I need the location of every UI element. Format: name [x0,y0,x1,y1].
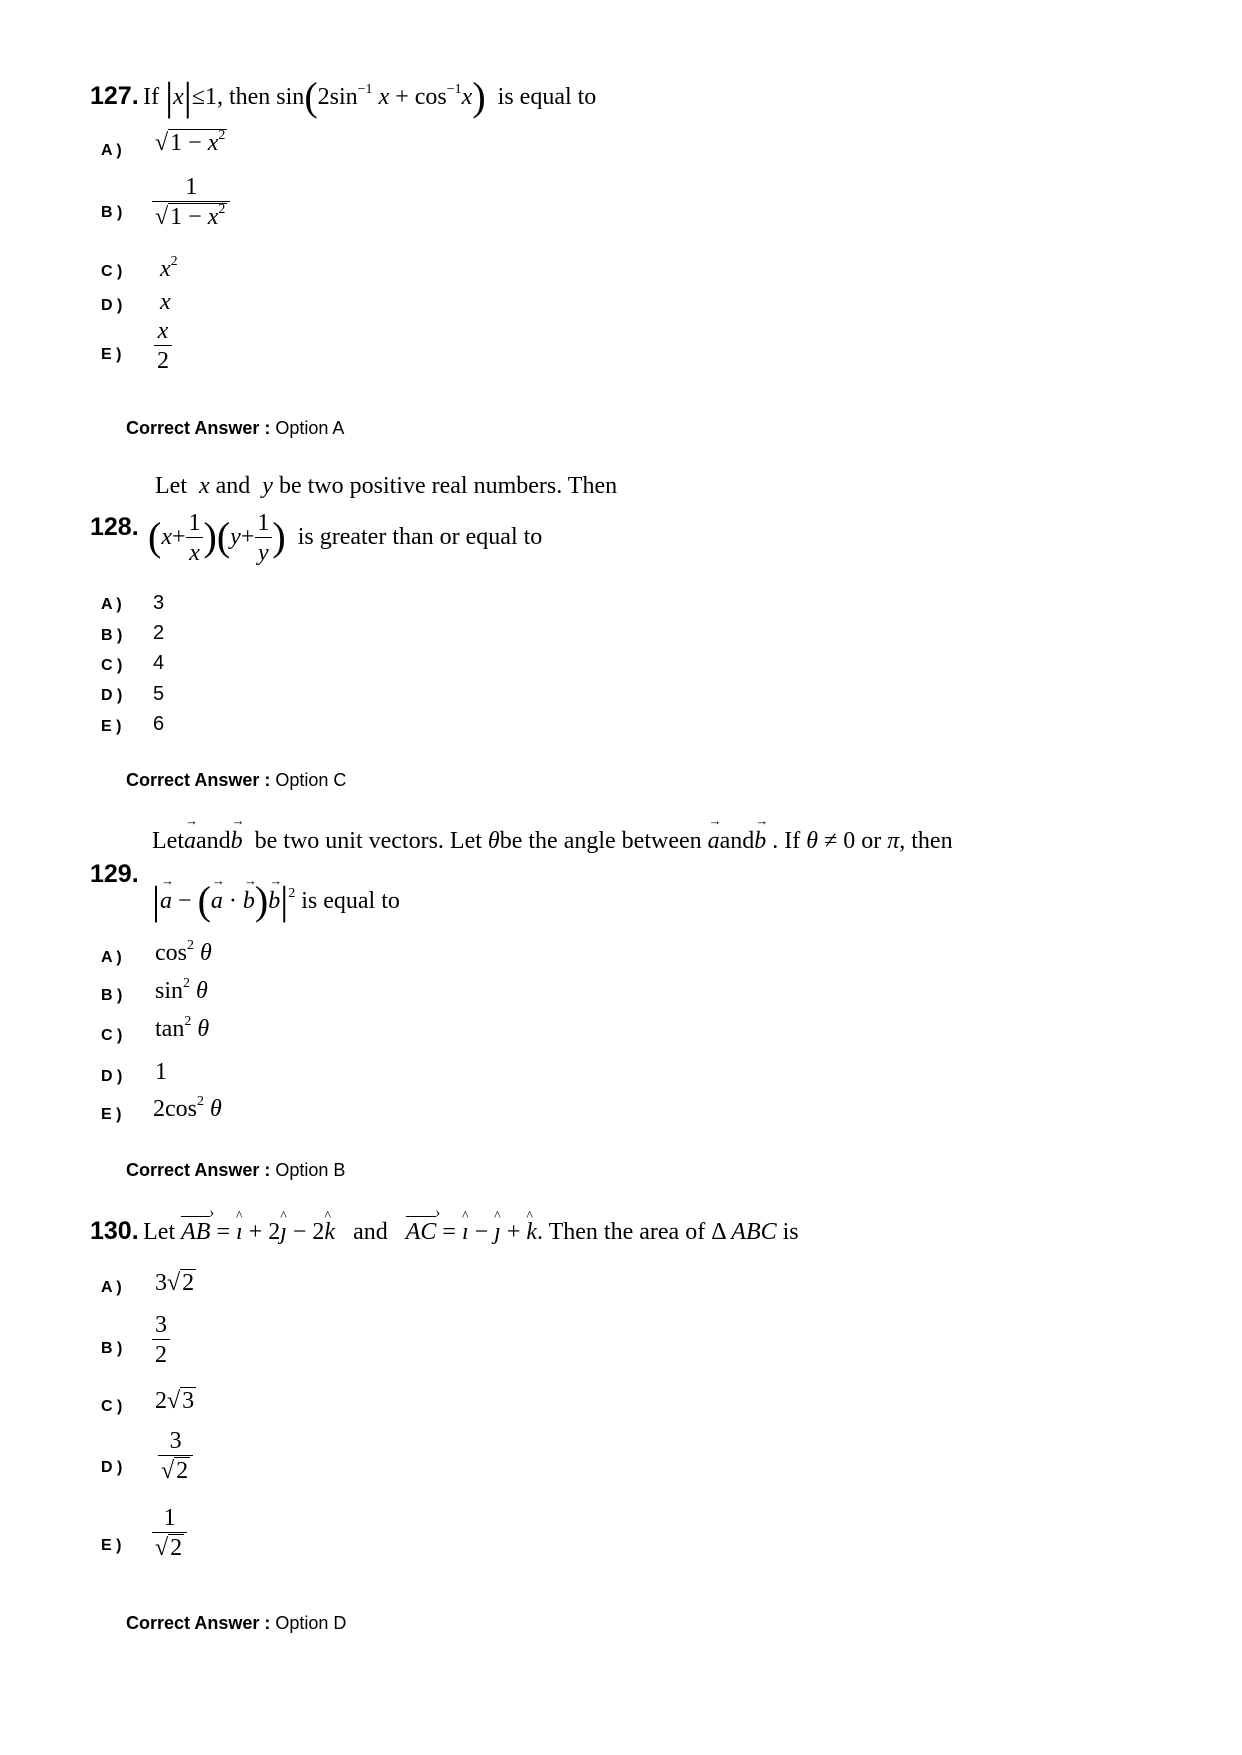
option-label-b: B ) [101,987,123,1004]
question-129-intro: Let→ aand→ b be two unit vectors. Let θbe the angle between → aand→ b . If θ ≠ 0 or π, then [152,828,953,855]
option-label-c: C ) [101,1027,123,1044]
option-label-a: A ) [101,1279,122,1296]
option-label-b: B ) [101,627,123,644]
question-130 [90,1217,799,1246]
correct-answer-127: Correct Answer : Option A [126,418,345,438]
option-label-d: D ) [101,297,123,314]
option-label-a: A ) [101,596,122,613]
option-value-b: $\frac{3}{2}$ [152,1312,170,1369]
correct-answer-128: Correct Answer : Option C [126,770,347,790]
question-text: Let AB › = ^ ı + 2^ ȷ − 2^ k and AC › = ^ ı − ^ ȷ + ^ k. Then the area of Δ ABC is [143,1219,799,1245]
option-value-b: $\sin^2 \theta$ [155,976,208,1004]
correct-answer-130: Correct Answer : Option D [126,1613,347,1633]
option-value-c: 4 [153,652,165,674]
question-127 [90,74,597,119]
question-129-expression: |→ a − (→ a · → $b)\to b|^2$ is equal to [152,888,400,915]
question-number: 128. [90,513,139,541]
option-value-d: 5 [153,683,165,705]
option-label-d: D ) [101,1459,123,1476]
correct-answer-129: Correct Answer : Option B [126,1160,346,1180]
option-label-d: D ) [101,687,123,704]
question-number: 127. [90,82,139,110]
option-label-a: A ) [101,142,122,159]
option-value-e: 6 [153,713,165,735]
option-value-e: $\frac{x}{2}$ [154,318,172,375]
question-text: If |x|≤1, then $\sin(2\sin^{-1}$ $x + \cos^{-1}x$) is equal to [143,74,597,119]
option-label-c: C ) [101,1398,123,1415]
option-value-d: 1 [155,1059,167,1085]
option-label-e: E ) [101,346,122,363]
question-number: 129. [90,860,139,888]
option-value-c: $\tan^2 \theta$ [155,1014,210,1042]
option-value-a: $√1 - x^2$ [155,128,226,156]
option-value-a: 3 [153,592,165,614]
option-value-c: $x^2$ [160,254,178,282]
option-value-b: 2 [153,622,165,644]
option-label-d: D ) [101,1068,123,1085]
option-label-e: E ) [101,1537,122,1554]
question-128-expression: (x+ $\frac{1}{x}$ )(y+ $\frac{1}{y}$ ) is greater than or equal to [148,510,543,567]
option-value-d: x [160,289,171,315]
option-value-a: 3√2 [155,1270,195,1296]
option-value-c: 2√3 [155,1388,195,1414]
option-label-e: E ) [101,1106,122,1123]
option-label-b: B ) [101,204,123,221]
option-value-d: $\frac{3}{√2}$ [158,1428,193,1485]
option-label-e: E ) [101,718,122,735]
option-label-a: A ) [101,949,122,966]
option-label-c: C ) [101,657,123,674]
option-value-a: $\cos^2 \theta$ [155,938,212,966]
question-number: 130. [90,1217,139,1245]
option-value-b: $\frac{1}{√1 - x^2}$ [152,174,230,231]
option-label-b: B ) [101,1340,123,1357]
question-128-intro: Let x and y be two positive real numbers. Then [155,473,618,499]
option-label-c: C ) [101,263,123,280]
option-value-e: $2\cos^2$ θ [153,1094,222,1122]
option-value-e: $\frac{1}{√2}$ [152,1505,187,1562]
